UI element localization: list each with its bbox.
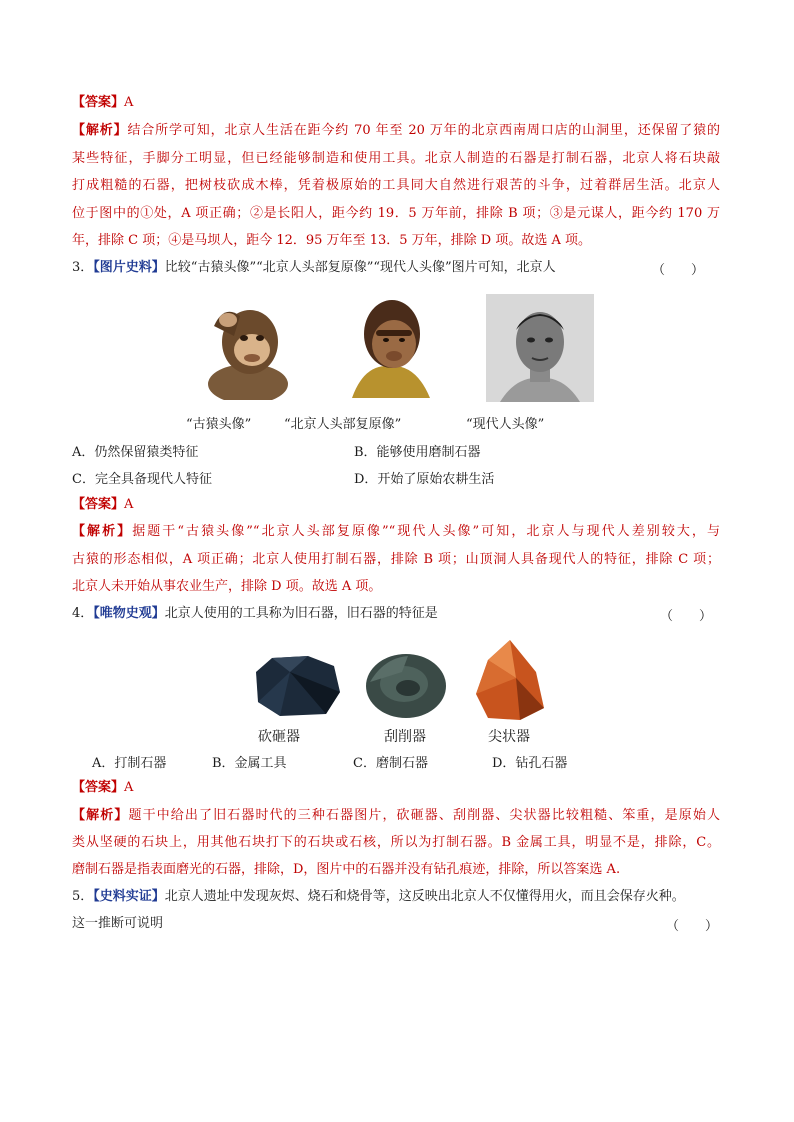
caption-modern-human-head: “现代人头像” bbox=[466, 417, 545, 432]
scraper-tool-image bbox=[364, 652, 448, 720]
q3-analysis-line-3: 北京人未开始从事农业生产，排除 D 项。故选 A 项。 bbox=[72, 579, 382, 594]
question-stem: 北京人使用的工具称为旧石器，旧石器的特征是 bbox=[164, 606, 438, 621]
q2-analysis-line-3: 打成粗糙的石器，把树枝砍成木棒，凭着极原始的工具同大自然进行艰苦的斗争，过着群居生活。北京人 bbox=[72, 178, 720, 193]
q3-analysis-line-2: 古猿的形态相似，A 项正确；北京人使用打制石器，排除 B 项；山顶洞人具备现代人的特征，排除 C 项； bbox=[72, 552, 720, 567]
caption-chopper: 砍砸器 bbox=[258, 729, 300, 745]
point-tool-image bbox=[474, 638, 546, 722]
question-tag: 【史料实证】 bbox=[93, 889, 165, 904]
q2-analysis-line-5: 年，排除 C 项；④是马坝人，距今 12．95 万年至 13．5 万年，排除 D 项。故选 A 项。 bbox=[72, 233, 591, 248]
q4-option-a: A．打制石器 bbox=[92, 756, 167, 771]
caption-scraper: 刮削器 bbox=[384, 729, 426, 745]
q5-stem bbox=[72, 888, 685, 906]
caption-ape-head: “古猿头像” bbox=[186, 417, 252, 432]
q2-analysis-line-4: 位于图中的①处，A 项正确；②是长阳人，距今约 19．5 万年前，排除 B 项；③是元谋人，距今约 170 万 bbox=[72, 206, 720, 221]
q4-analysis-line-3: 磨制石器是指表面磨光的石器，排除，D，图片中的石器并没有钻孔痕迹，排除，所以答案选 A. bbox=[72, 862, 621, 877]
answer-value: A bbox=[124, 497, 134, 512]
q3-option-d: D．开始了原始农耕生活 bbox=[354, 472, 495, 487]
question-number: 4． bbox=[72, 606, 94, 621]
q2-analysis-line-1: 【解析】结合所学可知，北京人生活在距今约 70 年至 20 万年的北京西南周口店的山洞里，还保留了猿的 bbox=[72, 123, 720, 138]
question-number: 3． bbox=[72, 260, 94, 275]
question-stem: 比较“古猿头像”“北京人头部复原像”“现代人头像”图片可知，北京人 bbox=[164, 260, 556, 275]
q5-stem-line-2: 这一推断可说明 bbox=[72, 916, 164, 931]
q3-answer bbox=[72, 496, 133, 514]
q4-answer bbox=[72, 779, 133, 797]
analysis-tag: 【解析】 bbox=[72, 123, 128, 138]
modern-human-head-image bbox=[486, 294, 594, 402]
q4-option-c: C．磨制石器 bbox=[353, 756, 428, 771]
question-tag: 【图片史料】 bbox=[93, 260, 165, 275]
q2-answer bbox=[72, 94, 133, 112]
q4-option-d: D．钻孔石器 bbox=[492, 756, 568, 771]
q4-analysis-line-1: 【解析】题干中给出了旧石器时代的三种石器图片，砍砸器、刮削器、尖状器比较粗糙、笨重，是原始人 bbox=[72, 808, 720, 823]
answer-value: A bbox=[124, 780, 134, 795]
q3-option-a: A．仍然保留猿类特征 bbox=[72, 445, 199, 460]
caption-peking-man-head: “北京人头部复原像” bbox=[284, 417, 402, 432]
q3-option-c: C．完全具备现代人特征 bbox=[72, 472, 212, 487]
q2-analysis-line-2: 某些特征，手脚分工明显，但已经能够制造和使用工具。北京人制造的石器是打制石器，北京人将石块敲 bbox=[72, 151, 720, 166]
caption-point: 尖状器 bbox=[488, 729, 530, 745]
q4-stem bbox=[72, 605, 438, 623]
question-tag: 【唯物史观】 bbox=[93, 606, 165, 621]
q3-option-b: B．能够使用磨制石器 bbox=[354, 445, 481, 460]
q3-stem bbox=[72, 259, 556, 277]
q3-analysis-line-1: 【解析】据题干“古猿头像”“北京人头部复原像”“现代人头像”可知，北京人与现代人差别较大，与 bbox=[72, 524, 720, 539]
ape-head-image bbox=[204, 296, 292, 400]
answer-paren: （ ） bbox=[660, 609, 713, 624]
analysis-tag: 【解析】 bbox=[72, 808, 129, 823]
analysis-tag: 【解析】 bbox=[72, 524, 133, 539]
answer-tag: 【答案】 bbox=[72, 780, 125, 795]
q4-option-b: B．金属工具 bbox=[212, 756, 287, 771]
chopper-tool-image bbox=[250, 652, 342, 720]
answer-paren: （ ） bbox=[652, 263, 705, 278]
q4-analysis-line-2: 类从坚硬的石块上，用其他石块打下的石块或石核，所以为打制石器。B 金属工具，明显不是，排除，C。 bbox=[72, 835, 720, 850]
question-stem: 北京人遗址中发现灰烬、烧石和烧骨等，这反映出北京人不仅懂得用火，而且会保存火种。 bbox=[164, 889, 685, 904]
answer-tag: 【答案】 bbox=[72, 497, 125, 512]
question-number: 5． bbox=[72, 889, 94, 904]
peking-man-head-image bbox=[344, 294, 436, 402]
answer-paren: （ ） bbox=[666, 919, 719, 934]
answer-tag: 【答案】 bbox=[72, 95, 125, 110]
answer-value: A bbox=[124, 95, 134, 110]
